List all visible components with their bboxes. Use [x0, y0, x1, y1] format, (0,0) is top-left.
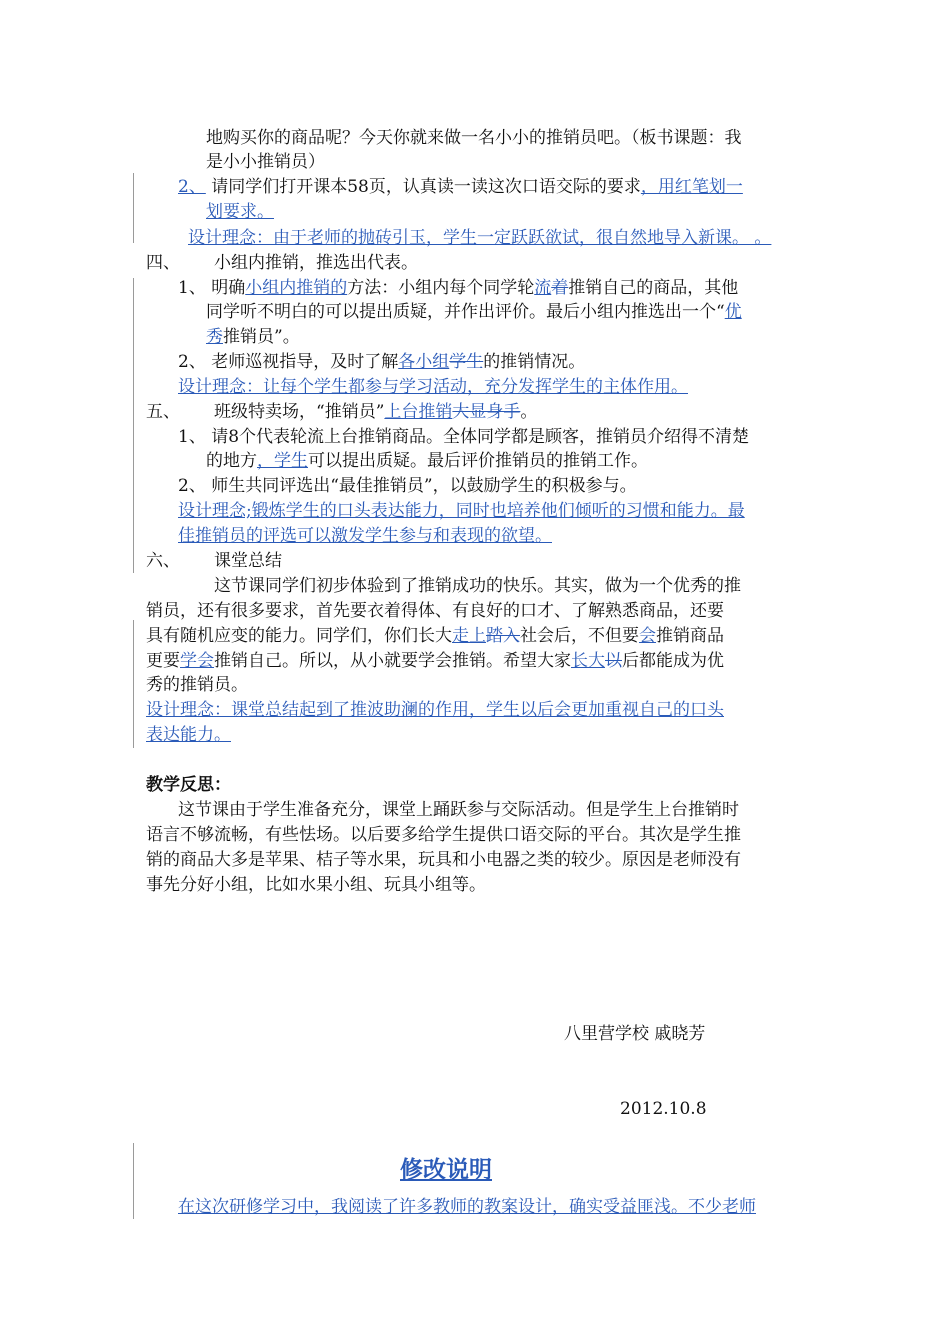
text-run: 1、 明确 [178, 278, 246, 298]
inserted-text: 秀 [206, 327, 223, 347]
inserted-text: 各小组 [398, 352, 450, 372]
reflection-heading: 教学反思： [146, 775, 231, 795]
text-run: 推销商品 [656, 626, 724, 646]
section-number: 六、 [146, 551, 180, 571]
inserted-text: 小组内推销的 [245, 278, 348, 298]
inserted-text: 划要求。 [206, 202, 274, 222]
author-line: 八里营学校 戚晓芳 [564, 1024, 706, 1044]
text-run: 更要 [146, 651, 180, 671]
section-heading [146, 551, 282, 571]
revision-bar [133, 278, 134, 398]
design-note: 设计理念：课堂总结起到了推波助澜的作用，学生以后会更加重视自己的口头 [146, 700, 724, 720]
revision-bar [133, 398, 134, 573]
inserted-text: 会 [639, 626, 656, 646]
text-line: 秀的推销员。 [146, 675, 248, 695]
text-run: 可以提出质疑。最后评价推销员的推销工作。 [308, 451, 648, 471]
design-note: 设计理念;锻炼学生的口头表达能力，同时也培养他们倾听的习惯和能力。最 [178, 501, 745, 521]
text-run: 。 [520, 402, 538, 422]
text-run: 请同学们打开课本58页，认真读一读这次口语交际的要求 [205, 177, 641, 197]
text-run: 推销自己的商品，其他 [568, 278, 739, 298]
date-line: 2012.10.8 [620, 1099, 707, 1119]
inserted-text: 上台推销 [384, 402, 453, 422]
text-line: 1、 请8个代表轮流上台推销商品。全体同学都是顾客，推销员介绍得不清楚 [178, 427, 750, 447]
deleted-text: 学生 [449, 352, 484, 372]
design-note: 表达能力。 [146, 725, 231, 745]
text-line [178, 278, 738, 298]
text-line [146, 626, 724, 646]
text-run: 的推销情况。 [483, 352, 586, 372]
text-line: 语言不够流畅，有些怯场。以后要多给学生提供口语交际的平台。其次是学生推 [146, 825, 741, 845]
revision-bar [133, 173, 134, 243]
text-line: 销员，还有很多要求，首先要衣着得体、有良好的口才、了解熟悉商品，还要 [146, 601, 724, 621]
deleted-text: 大显身手 [452, 402, 521, 422]
inserted-text: 2、 [178, 177, 206, 197]
text-line: 事先分好小组，比如水果小组、玩具小组等。 [146, 875, 486, 895]
text-line: 这节课同学们初步体验到了推销成功的快乐。其实，做为一个优秀的推 [214, 576, 741, 596]
deleted-text: 着 [551, 278, 569, 298]
text-run: 社会后，不但要 [520, 626, 639, 646]
inserted-text: ，学生 [257, 451, 308, 471]
section-number: 四、 [146, 253, 180, 273]
inserted-text: 长大 [571, 651, 605, 671]
text-line [206, 451, 648, 471]
design-note: 佳推销员的评选可以激发学生参与和表现的欲望。 [178, 526, 552, 546]
revision-title: 修改说明 [400, 1156, 492, 1183]
text-line [206, 327, 300, 347]
design-note: 设计理念：由于老师的抛砖引玉，学生一定跃跃欲试，很自然地导入新课。 。 [188, 228, 772, 248]
text-line: 地购买你的商品呢？今天你就来做一名小小的推销员吧。（板书课题：我 [206, 128, 742, 148]
revision-bar [133, 1143, 134, 1219]
text-run: 2、 老师巡视指导，及时了解 [178, 352, 399, 372]
deleted-text: 踏入 [486, 626, 520, 646]
section-title: 课堂总结 [214, 551, 282, 571]
inserted-text: 在这次研修学习中，我阅读了许多教师的教案设计，确实受益匪浅。不少老师 [178, 1197, 756, 1217]
revision-bar [133, 620, 134, 748]
text-run: 后都能成为优 [622, 651, 724, 671]
text-line: 2、 师生共同评选出“最佳推销员”，以鼓励学生的积极参与。 [178, 476, 637, 496]
section-title [214, 402, 537, 422]
text-run: 的地方 [206, 451, 257, 471]
inserted-text: 走上 [452, 626, 486, 646]
design-note: 设计理念：让每个学生都参与学习活动，充分发挥学生的主体作用。 [178, 377, 688, 397]
inserted-text: 优 [724, 302, 742, 322]
section-number: 五、 [146, 402, 180, 422]
section-heading [146, 402, 538, 422]
text-line [206, 302, 742, 322]
text-run: 同学听不明白的可以提出质疑，并作出评价。最后小组内推选出一个“ [206, 302, 725, 322]
text-run: 具有随机应变的能力。同学们，你们长大 [146, 626, 452, 646]
section-title: 小组内推销，推选出代表。 [214, 253, 418, 273]
text-line: 这节课由于学生准备充分，课堂上踊跃参与交际活动。但是学生上台推销时 [178, 800, 739, 820]
text-line [178, 177, 743, 197]
text-line [178, 352, 585, 372]
deleted-text: 以 [605, 651, 622, 671]
text-line [146, 651, 724, 671]
text-line: 销的商品大多是苹果、桔子等水果，玩具和小电器之类的较少。原因是老师没有 [146, 850, 741, 870]
text-run: 推销员”。 [223, 327, 300, 347]
inserted-text: ，用红笔划一 [640, 177, 743, 197]
section-heading [146, 253, 418, 273]
text-run: 推销自己。所以，从小就要学会推销。希望大家 [214, 651, 571, 671]
text-run: 方法：小组内每个同学轮 [347, 278, 535, 298]
inserted-text: 流 [534, 278, 552, 298]
text-run: 班级特卖场，“推销员” [214, 402, 385, 422]
text-line: 是小小推销员） [206, 152, 325, 172]
inserted-text: 学会 [180, 651, 214, 671]
